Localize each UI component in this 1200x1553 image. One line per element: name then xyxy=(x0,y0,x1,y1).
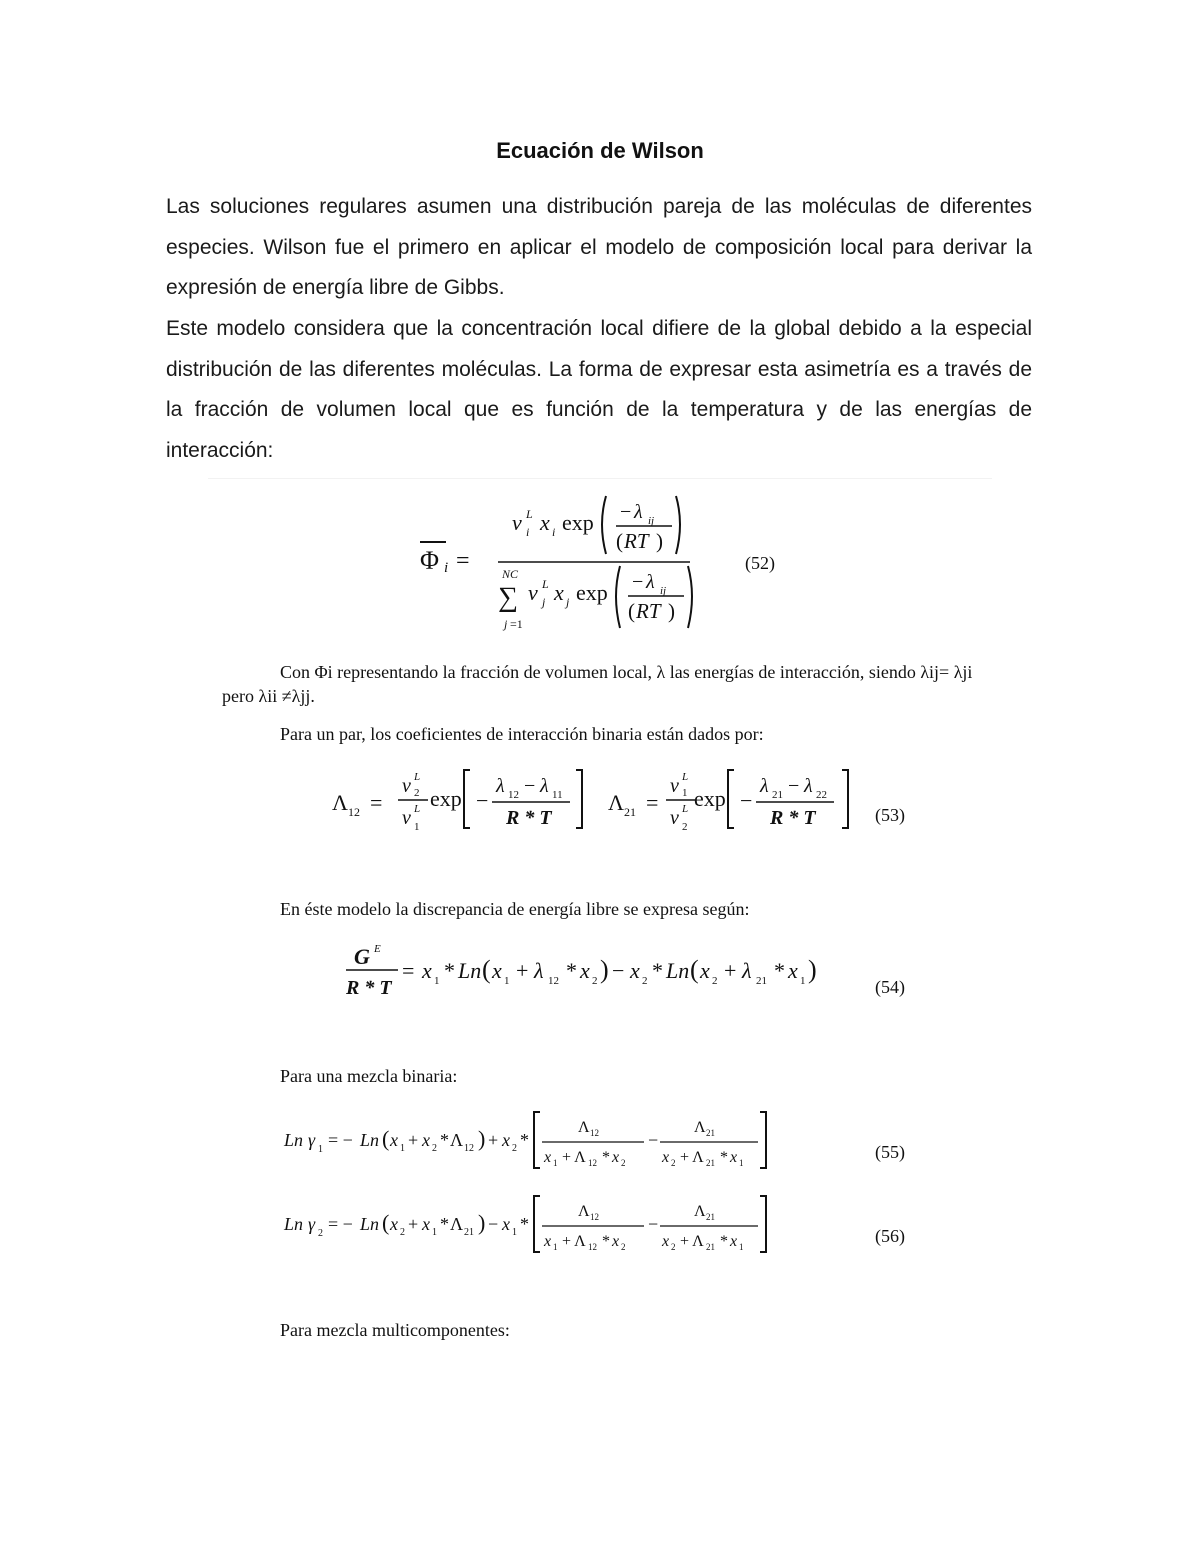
svg-text:2: 2 xyxy=(621,1242,626,1252)
svg-text:exp: exp xyxy=(430,786,462,811)
svg-text:+: + xyxy=(408,1214,419,1234)
svg-text:12: 12 xyxy=(590,1128,599,1138)
svg-text:RT: RT xyxy=(624,529,649,553)
svg-text:x: x xyxy=(422,1130,430,1150)
svg-text:*: * xyxy=(652,958,663,983)
svg-text:x: x xyxy=(612,1233,620,1250)
svg-text:1: 1 xyxy=(512,1227,517,1238)
svg-text:x: x xyxy=(492,958,502,983)
svg-text:22: 22 xyxy=(816,789,827,801)
svg-text:−: − xyxy=(476,788,489,813)
svg-text:=: = xyxy=(646,790,659,815)
svg-text:11: 11 xyxy=(552,789,563,801)
svg-text:21: 21 xyxy=(706,1158,715,1168)
svg-text:12: 12 xyxy=(588,1242,597,1252)
svg-text:−: − xyxy=(788,775,800,797)
svg-text:21: 21 xyxy=(772,789,783,801)
svg-text:x: x xyxy=(662,1233,670,1250)
svg-text:21: 21 xyxy=(706,1128,715,1138)
svg-text:Λ: Λ xyxy=(694,1119,706,1136)
svg-text:x: x xyxy=(630,958,640,983)
svg-text:λ: λ xyxy=(634,501,643,523)
svg-text:=: = xyxy=(456,548,470,574)
svg-text:2: 2 xyxy=(682,821,688,833)
svg-text:Ln: Ln xyxy=(284,1214,304,1234)
svg-text:λ: λ xyxy=(646,571,655,593)
svg-text:∑: ∑ xyxy=(498,582,518,613)
svg-text:−: − xyxy=(524,775,536,797)
svg-text:x: x xyxy=(730,1233,738,1250)
svg-text:Λ: Λ xyxy=(578,1119,590,1136)
svg-text:Λ: Λ xyxy=(332,790,348,815)
svg-text:=: = xyxy=(370,790,383,815)
equation-55 xyxy=(284,1108,784,1172)
svg-text:γ: γ xyxy=(308,1214,316,1234)
svg-text:*: * xyxy=(720,1233,728,1250)
svg-text:x: x xyxy=(502,1130,510,1150)
svg-text:ν: ν xyxy=(670,807,679,829)
svg-text:*: * xyxy=(720,1149,728,1166)
svg-text:−: − xyxy=(612,958,625,983)
svg-text:x: x xyxy=(580,958,590,983)
svg-text:*: * xyxy=(520,1214,529,1234)
paragraph-local-composition: Este modelo considera que la concentración local difiere de la global debido a la especial distribución de las diferentes moléculas. La forma de expresar esta asimetría es a través de la fracción de volumen local que es función de la temperatura y de las energías de interacción: xyxy=(166,317,1032,463)
svg-text:ν: ν xyxy=(670,775,679,797)
svg-text:*: * xyxy=(440,1214,449,1234)
svg-text:L: L xyxy=(414,771,421,783)
paragraph-regular-solutions: Las soluciones regulares asumen una distribución pareja de las moléculas de diferentes especies. Wilson fue el primero en aplicar el modelo de composición local para derivar la expresión de energía libre de Gibbs. xyxy=(166,195,1032,300)
svg-text:Ln: Ln xyxy=(458,958,482,983)
svg-text:(: ( xyxy=(482,955,491,984)
svg-text:ν: ν xyxy=(402,807,411,829)
svg-text:*: * xyxy=(520,1130,529,1150)
svg-text:x: x xyxy=(422,958,432,983)
equation-52-svg xyxy=(410,482,710,642)
svg-text:x: x xyxy=(788,958,798,983)
svg-text:Ln: Ln xyxy=(284,1130,304,1150)
svg-text:L: L xyxy=(526,507,533,521)
svg-text:x: x xyxy=(662,1149,670,1166)
svg-text:Ln: Ln xyxy=(360,1130,380,1150)
svg-text:ν: ν xyxy=(528,580,538,605)
svg-text:−: − xyxy=(632,571,644,593)
svg-text:x: x xyxy=(390,1214,398,1234)
svg-text:i: i xyxy=(444,560,449,576)
svg-text:*: * xyxy=(774,958,785,983)
svg-text:1: 1 xyxy=(434,975,440,987)
svg-text:1: 1 xyxy=(432,1227,437,1238)
svg-text:): ) xyxy=(478,1126,486,1151)
svg-text:=: = xyxy=(402,958,415,983)
svg-text:2: 2 xyxy=(671,1242,676,1252)
equation-56 xyxy=(284,1192,784,1256)
svg-text:−: − xyxy=(648,1130,659,1150)
svg-text:1: 1 xyxy=(682,787,688,799)
svg-text:NC: NC xyxy=(502,567,519,581)
svg-text:=1: =1 xyxy=(510,617,523,631)
svg-text:2: 2 xyxy=(712,975,718,987)
svg-text:x: x xyxy=(554,580,564,605)
svg-text:Ln: Ln xyxy=(360,1214,380,1234)
svg-text:1: 1 xyxy=(739,1242,744,1252)
svg-text:exp: exp xyxy=(694,786,726,811)
svg-text:*: * xyxy=(566,958,577,983)
svg-text:+: + xyxy=(516,958,529,983)
svg-text:): ) xyxy=(656,529,663,553)
gibbs-intro: En éste modelo la discrepancia de energía libre se expresa según: xyxy=(280,899,750,919)
svg-text:Λ: Λ xyxy=(450,1214,464,1234)
svg-text:12: 12 xyxy=(588,1158,597,1168)
svg-text:+: + xyxy=(408,1130,419,1150)
svg-text:L: L xyxy=(682,803,689,815)
equation-55-svg xyxy=(284,1108,784,1172)
svg-text:*: * xyxy=(602,1149,610,1166)
svg-text:(: ( xyxy=(382,1126,390,1151)
svg-text:ij: ij xyxy=(660,585,667,597)
svg-text:−: − xyxy=(740,788,753,813)
svg-text:R * T: R * T xyxy=(346,977,392,999)
svg-text:12: 12 xyxy=(590,1212,599,1222)
svg-text:λ: λ xyxy=(534,958,544,983)
svg-text:*: * xyxy=(440,1130,449,1150)
svg-text:12: 12 xyxy=(508,789,519,801)
svg-text:= −: = − xyxy=(328,1130,353,1150)
svg-text:1: 1 xyxy=(553,1242,558,1252)
equation-53-svg xyxy=(330,762,860,837)
equation-55-number: (55) xyxy=(875,1142,905,1162)
svg-text:): ) xyxy=(600,955,609,984)
svg-text:): ) xyxy=(478,1210,486,1235)
svg-text:x: x xyxy=(540,510,550,535)
svg-text:G: G xyxy=(354,944,370,969)
svg-text:−: − xyxy=(620,501,632,523)
svg-text:*: * xyxy=(444,958,455,983)
phi-definition-text: Con Φi representando la fracción de volumen local, λ las energías de interacción, siendo λij= λji xyxy=(280,662,973,682)
equation-56-number: (56) xyxy=(875,1226,905,1246)
svg-text:1: 1 xyxy=(739,1158,744,1168)
svg-text:+ Λ: + Λ xyxy=(562,1149,586,1166)
svg-text:−: − xyxy=(488,1214,499,1234)
svg-text:1: 1 xyxy=(553,1158,558,1168)
binary-coefficients-intro: Para un par, los coeficientes de interacción binaria están dados por: xyxy=(280,724,764,744)
svg-text:): ) xyxy=(808,955,817,984)
svg-text:j: j xyxy=(566,595,570,609)
svg-text:λ: λ xyxy=(742,958,752,983)
svg-text:21: 21 xyxy=(624,805,636,819)
svg-text:2: 2 xyxy=(414,787,420,799)
svg-text:ν: ν xyxy=(402,775,411,797)
svg-text:*: * xyxy=(602,1233,610,1250)
svg-text:γ: γ xyxy=(308,1130,316,1150)
svg-text:j: j xyxy=(504,617,508,631)
svg-text:i: i xyxy=(552,525,556,539)
svg-text:2: 2 xyxy=(432,1143,437,1154)
svg-text:j: j xyxy=(542,595,546,609)
svg-text:2: 2 xyxy=(318,1228,323,1239)
svg-text:1: 1 xyxy=(400,1143,405,1154)
svg-text:Φ: Φ xyxy=(420,546,440,575)
image-border xyxy=(208,478,992,479)
svg-text:Λ: Λ xyxy=(608,790,624,815)
svg-text:2: 2 xyxy=(592,975,598,987)
svg-text:Λ: Λ xyxy=(578,1203,590,1220)
svg-text:21: 21 xyxy=(706,1242,715,1252)
svg-text:x: x xyxy=(502,1214,510,1234)
svg-text:L: L xyxy=(542,577,549,591)
svg-text:exp: exp xyxy=(562,510,594,535)
equation-52 xyxy=(410,482,710,642)
svg-text:i: i xyxy=(526,525,530,539)
svg-text:+ Λ: + Λ xyxy=(680,1149,704,1166)
svg-text:Λ: Λ xyxy=(450,1130,464,1150)
svg-text:λ: λ xyxy=(804,775,813,797)
svg-text:+ Λ: + Λ xyxy=(562,1233,586,1250)
svg-text:x: x xyxy=(730,1149,738,1166)
svg-text:2: 2 xyxy=(512,1143,517,1154)
svg-text:12: 12 xyxy=(548,975,559,987)
svg-text:2: 2 xyxy=(642,975,648,987)
svg-text:x: x xyxy=(544,1149,552,1166)
svg-text:x: x xyxy=(390,1130,398,1150)
svg-text:1: 1 xyxy=(800,975,806,987)
svg-text:): ) xyxy=(668,599,675,623)
svg-text:λ: λ xyxy=(760,775,769,797)
equation-54-svg xyxy=(340,938,830,1000)
equation-53-number: (53) xyxy=(875,805,905,825)
svg-text:1: 1 xyxy=(414,821,420,833)
svg-text:12: 12 xyxy=(464,1143,474,1154)
svg-text:Ln: Ln xyxy=(666,958,690,983)
phi-definition-text-2: pero λii ≠λjj. xyxy=(222,686,315,706)
svg-text:(: ( xyxy=(616,529,623,553)
svg-text:21: 21 xyxy=(756,975,767,987)
svg-text:+: + xyxy=(488,1130,499,1150)
svg-text:21: 21 xyxy=(706,1212,715,1222)
svg-text:21: 21 xyxy=(464,1227,474,1238)
svg-text:λ: λ xyxy=(496,775,505,797)
svg-text:RT: RT xyxy=(636,599,661,623)
svg-text:2: 2 xyxy=(621,1158,626,1168)
svg-text:R * T: R * T xyxy=(770,807,816,829)
svg-text:2: 2 xyxy=(400,1227,405,1238)
svg-text:x: x xyxy=(422,1214,430,1234)
svg-text:1: 1 xyxy=(318,1144,323,1155)
svg-text:L: L xyxy=(682,771,689,783)
svg-text:R * T: R * T xyxy=(506,807,552,829)
svg-text:1: 1 xyxy=(504,975,510,987)
svg-text:2: 2 xyxy=(671,1158,676,1168)
svg-text:L: L xyxy=(414,803,421,815)
equation-56-svg xyxy=(284,1192,784,1256)
svg-text:−: − xyxy=(648,1214,659,1234)
svg-text:Λ: Λ xyxy=(694,1203,706,1220)
svg-text:(: ( xyxy=(382,1210,390,1235)
equation-54 xyxy=(340,938,830,1000)
svg-text:E: E xyxy=(374,943,381,955)
svg-text:(: ( xyxy=(690,955,699,984)
svg-text:ν: ν xyxy=(512,510,522,535)
svg-text:= −: = − xyxy=(328,1214,353,1234)
svg-text:+: + xyxy=(724,958,737,983)
svg-text:(: ( xyxy=(628,599,635,623)
svg-text:12: 12 xyxy=(348,805,360,819)
multicomponent-intro: Para mezcla multicomponentes: xyxy=(280,1320,510,1340)
svg-text:x: x xyxy=(544,1233,552,1250)
equation-52-number: (52) xyxy=(745,553,775,573)
svg-text:exp: exp xyxy=(576,580,608,605)
svg-text:ij: ij xyxy=(648,515,655,527)
page-title: Ecuación de Wilson xyxy=(496,138,704,163)
svg-text:+ Λ: + Λ xyxy=(680,1233,704,1250)
equation-54-number: (54) xyxy=(875,977,905,997)
svg-text:x: x xyxy=(612,1149,620,1166)
equation-53 xyxy=(330,762,860,837)
svg-text:λ: λ xyxy=(540,775,549,797)
binary-mixture-intro: Para una mezcla binaria: xyxy=(280,1066,458,1086)
svg-text:x: x xyxy=(700,958,710,983)
